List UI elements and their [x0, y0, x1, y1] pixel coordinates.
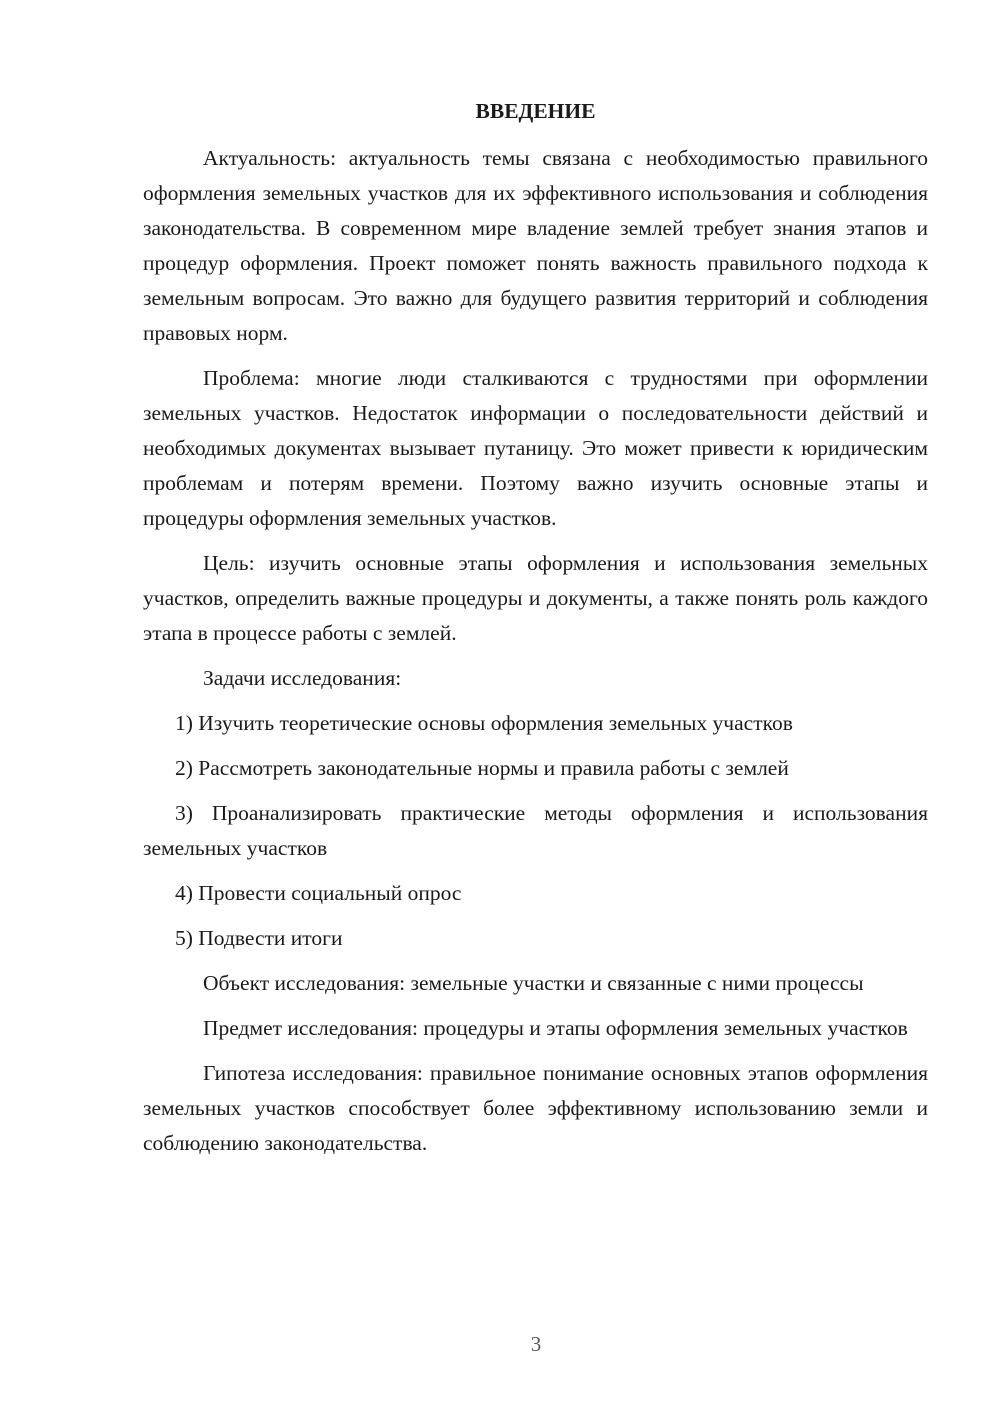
- paragraph-goal: Цель: изучить основные этапы оформления и использования земельных участков, определить важные процедуры и документы, а также понять роль каждого этапа в процессе работы с землей.: [143, 551, 928, 645]
- task-item: 4) Провести социальный опрос: [175, 881, 462, 905]
- document-page: [143, 94, 928, 1171]
- paragraph-problem: Проблема: многие люди сталкиваются с трудностями при оформлении земельных участков. Недостаток информации о последовательности действий и необходимых документах вызывает путаницу. Это может привести к юридическим проблемам и потерям времени. Поэтому важно изучить основные этапы и процедуры оформления земельных участков.: [143, 366, 928, 530]
- task-item: 5) Подвести итоги: [175, 926, 343, 950]
- page-number: 3: [530, 1332, 542, 1356]
- paragraph-object: Объект исследования: земельные участки и связанные с ними процессы: [203, 971, 864, 995]
- paragraph-relevance: Актуальность: актуальность темы связана с необходимостью правильного оформления земельных участков для их эффективного использования и соблюдения законодательства. В современном мире владение землей требует знания этапов и процедур оформления. Проект поможет понять важность правильного подхода к земельным вопросам. Это важно для будущего развития территорий и соблюдения правовых норм.: [143, 146, 928, 345]
- paragraph-subject: Предмет исследования: процедуры и этапы оформления земельных участков: [203, 1016, 908, 1040]
- tasks-list: [143, 706, 928, 956]
- task-item: 2) Рассмотреть законодательные нормы и правила работы с землей: [175, 756, 789, 780]
- paragraph-hypothesis: Гипотеза исследования: правильное понимание основных этапов оформления земельных участков способствует более эффективному использованию земли и соблюдению законодательства.: [143, 1061, 928, 1155]
- page-title: ВВЕДЕНИЕ: [475, 99, 596, 123]
- tasks-heading: Задачи исследования:: [203, 666, 402, 690]
- task-item: 1) Изучить теоретические основы оформления земельных участков: [175, 711, 793, 735]
- task-item: 3) Проанализировать практические методы оформления и использования земельных участков: [143, 801, 928, 860]
